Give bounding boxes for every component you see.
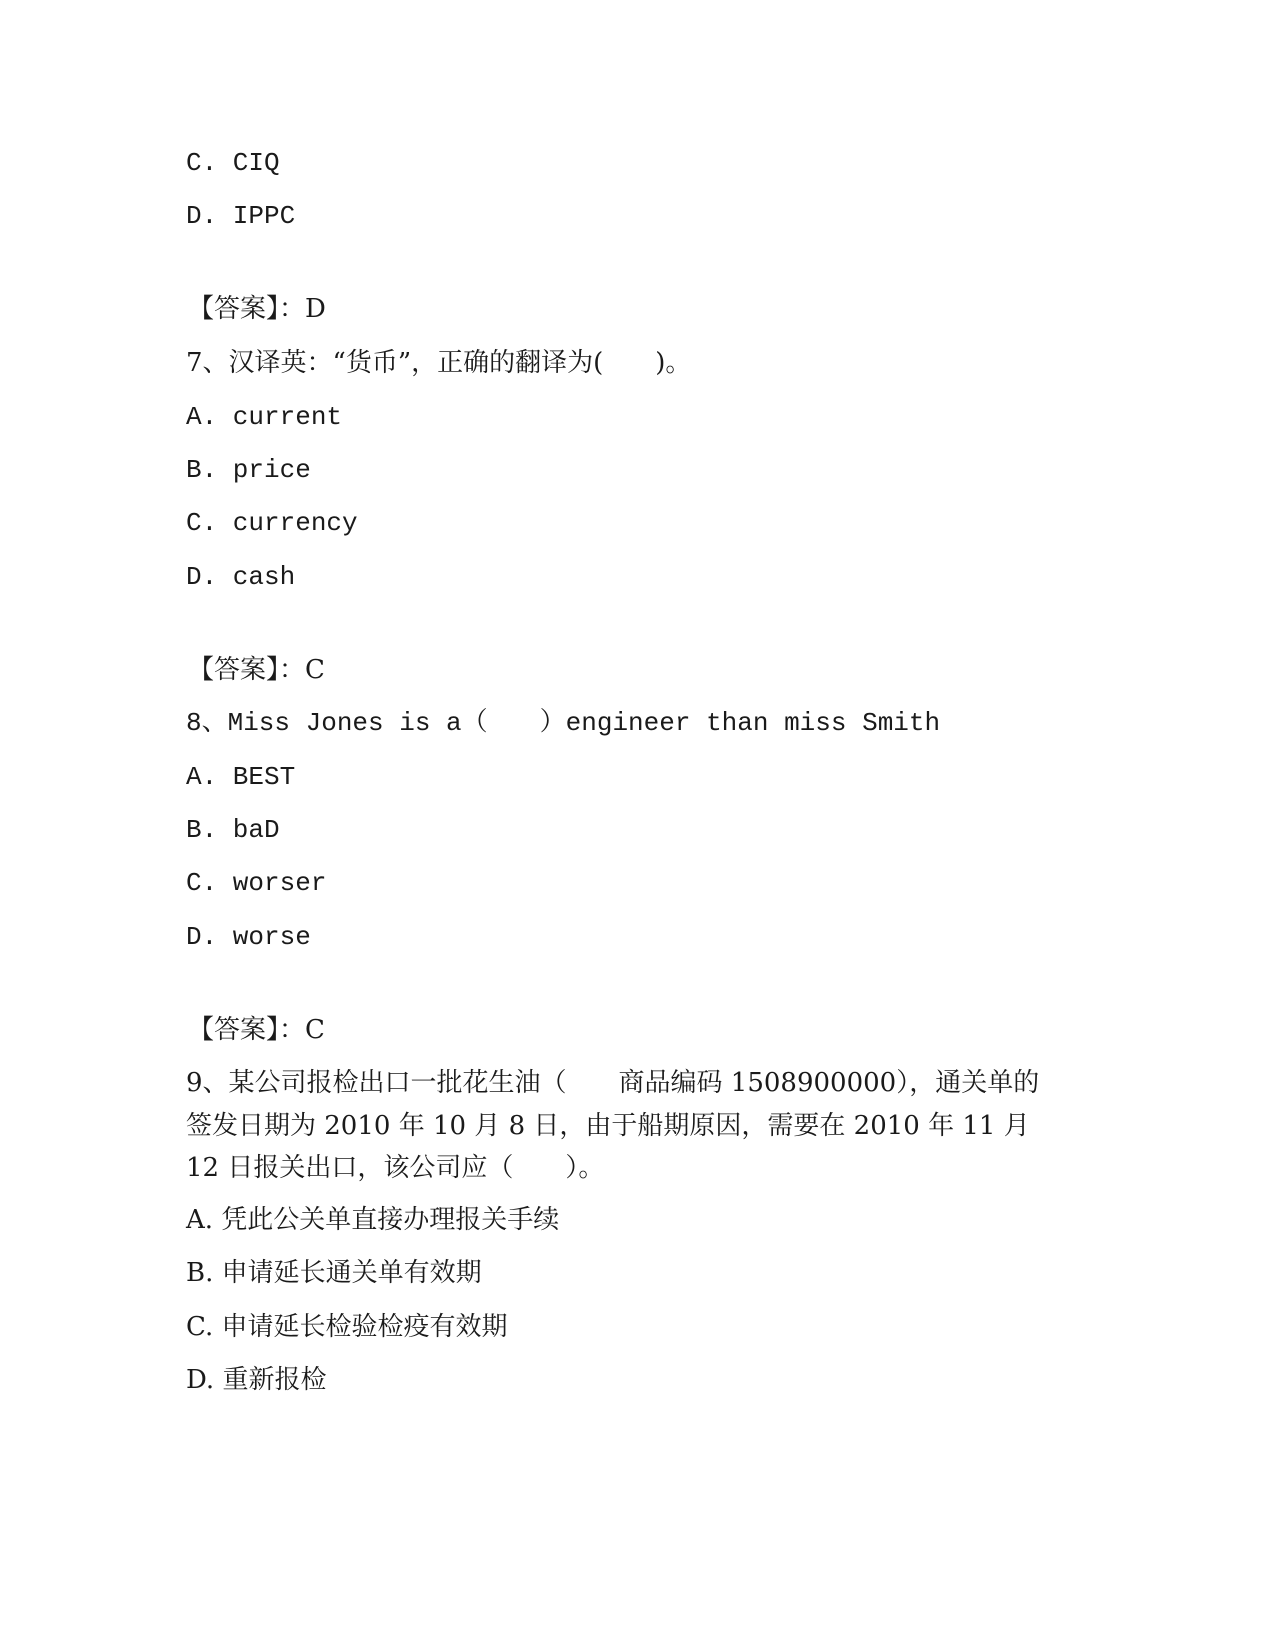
q6-answer: 【答案】：D (188, 294, 326, 324)
q7-option-c: C. currency (186, 508, 358, 538)
q9-stem-line2: 签发日期为 2010 年 10 月 8 日，由于船期原因，需要在 2010 年 11 月 (186, 1111, 1030, 1141)
q8-stem: 8、Miss Jones is a（ ）engineer than miss Smith (186, 708, 941, 738)
q7-option-d: D. cash (186, 562, 296, 592)
q7-answer: 【答案】：C (188, 655, 325, 685)
q8-option-a: A. BEST (186, 762, 296, 792)
q6-option-c: C. CIQ (186, 148, 280, 178)
q7-option-b: B. price (186, 455, 311, 485)
q6-option-d: D. IPPC (186, 201, 296, 231)
q9-option-b: B. 申请延长通关单有效期 (186, 1258, 482, 1288)
q8-option-b: B. baD (186, 815, 280, 845)
q9-stem-line1: 9、某公司报检出口一批花生油（ 商品编码 1508900000），通关单的 (186, 1068, 1040, 1098)
q7-option-a: A. current (186, 402, 343, 432)
q7-stem: 7、汉译英：“货币”，正确的翻译为( )。 (186, 348, 692, 378)
q8-option-c: C. worser (186, 868, 327, 898)
q9-option-c: C. 申请延长检验检疫有效期 (186, 1312, 508, 1342)
q8-answer: 【答案】：C (188, 1015, 325, 1045)
q9-option-a: A. 凭此公关单直接办理报关手续 (186, 1205, 560, 1235)
q9-option-d: D. 重新报检 (186, 1365, 327, 1395)
q9-stem-line3: 12 日报关出口，该公司应（ ）。 (186, 1153, 605, 1183)
q8-option-d: D. worse (186, 922, 311, 952)
